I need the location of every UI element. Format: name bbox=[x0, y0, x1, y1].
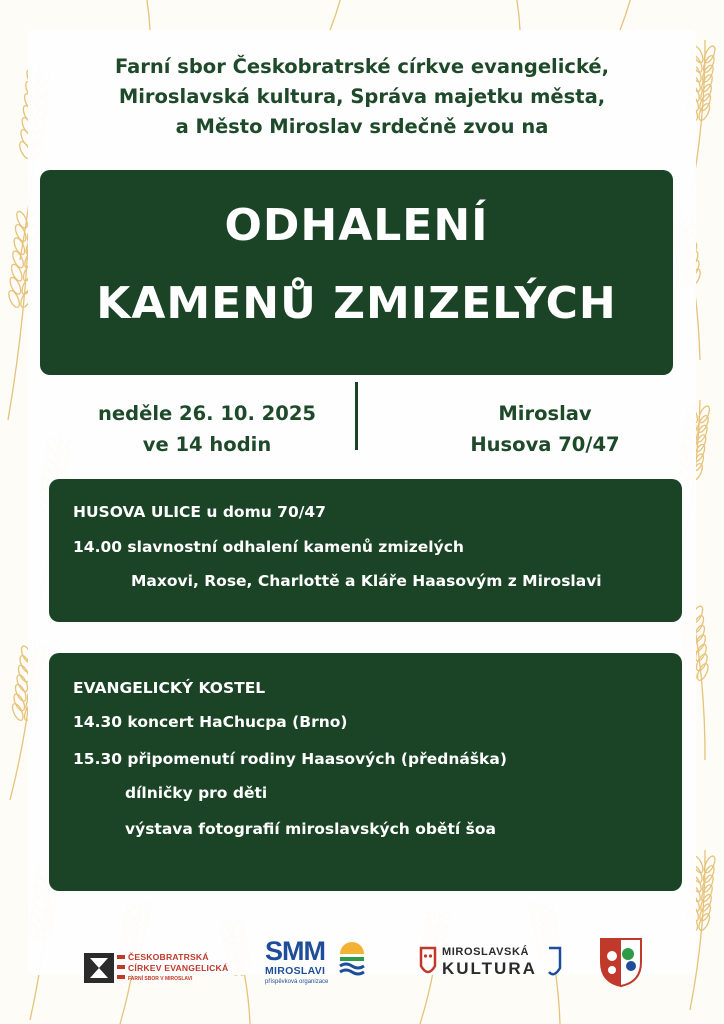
invitation-text bbox=[60, 52, 664, 142]
event-date: neděle 26. 10. 2025 bbox=[98, 402, 316, 425]
cce-logo-stripes bbox=[117, 953, 125, 983]
coat-of-arms-icon bbox=[598, 936, 644, 988]
program-box-kostel bbox=[49, 653, 682, 891]
info-divider bbox=[355, 382, 358, 450]
program2-item-1: 14.30 koncert HaChucpa (Brno) bbox=[73, 713, 348, 731]
chalice-icon bbox=[84, 953, 114, 983]
title-banner bbox=[40, 170, 673, 375]
program2-heading: EVANGELICKÝ KOSTEL bbox=[73, 679, 266, 697]
event-date-time bbox=[62, 398, 352, 460]
program1-item-1: 14.00 slavnostní odhalení kamenů zmizelých bbox=[73, 538, 464, 556]
cce-name-3: FARNÍ SBOR V MIROSLAVI bbox=[128, 976, 193, 982]
title-line-2: KAMENŮ ZMIZELÝCH bbox=[96, 278, 617, 329]
program-box-husova bbox=[49, 479, 682, 622]
program2-item-3: dílničky pro děti bbox=[125, 784, 268, 802]
mk-name-2: KULTURA bbox=[442, 959, 537, 978]
miroslav-crest bbox=[598, 936, 644, 988]
program1-heading: HUSOVA ULICE u domu 70/47 bbox=[73, 503, 326, 521]
intro-line-3: a Město Miroslav srdečně zvou na bbox=[175, 115, 549, 138]
title-line-1: ODHALENÍ bbox=[224, 200, 489, 251]
smm-wordmark: SMM bbox=[265, 936, 325, 966]
smm-note: příspěvková organizace bbox=[265, 979, 329, 985]
program2-item-4: výstava fotografií miroslavských obětí šoa bbox=[125, 820, 496, 838]
program2-item-2: 15.30 připomenutí rodiny Haasových (přednáška) bbox=[73, 750, 507, 768]
intro-line-1: Farní sbor Českobratrské církve evangelické, bbox=[114, 55, 610, 78]
program1-item-2: Maxovi, Rose, Charlottě a Kláře Haasovým z Miroslavi bbox=[131, 572, 602, 590]
event-address: Husova 70/47 bbox=[470, 433, 620, 456]
smm-town: MIROSLAVI bbox=[265, 965, 326, 977]
sun-waves-icon bbox=[339, 940, 365, 976]
miroslavska-kultura-logo bbox=[418, 944, 568, 984]
cce-name-2: CÍRKEV EVANGELICKÁ bbox=[128, 963, 229, 973]
music-mask-icon bbox=[546, 946, 562, 980]
smm-logo bbox=[263, 938, 368, 988]
event-time: ve 14 hodin bbox=[142, 433, 272, 456]
mk-name-1: MIROSLAVSKÁ bbox=[442, 946, 530, 958]
cce-logo bbox=[84, 950, 244, 986]
event-location bbox=[430, 398, 660, 460]
cce-name-1: ČESKOBRATRSKÁ bbox=[128, 952, 209, 962]
intro-line-2: Miroslavská kultura, Správa majetku města, bbox=[118, 85, 606, 108]
mask-icon bbox=[418, 946, 438, 980]
event-town: Miroslav bbox=[498, 402, 592, 425]
